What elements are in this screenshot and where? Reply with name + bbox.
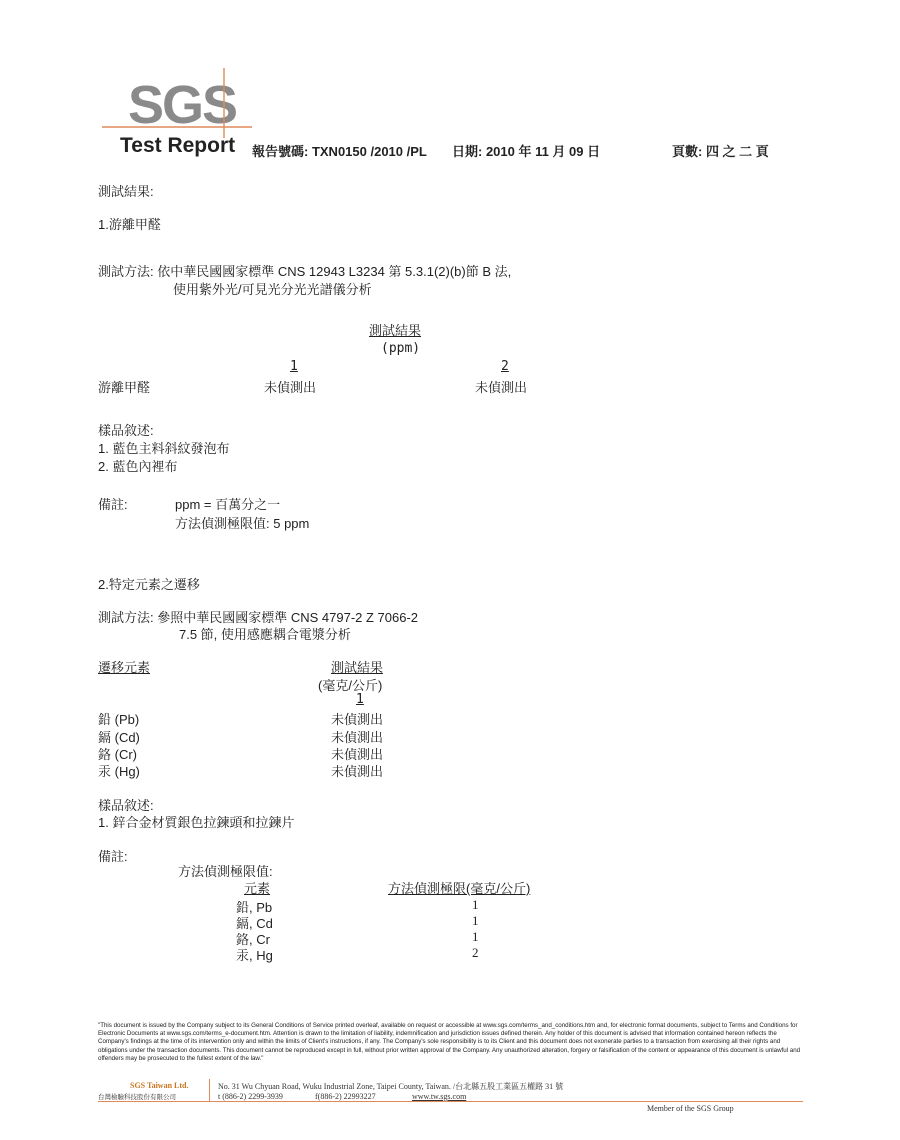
section2-sample-heading: 樣品敘述: (98, 798, 154, 813)
section1-value1: 未偵測出 (264, 380, 317, 395)
section1-remark2: 方法偵測極限值: 5 ppm (175, 516, 310, 531)
footer-company: SGS Taiwan Ltd. (130, 1081, 189, 1090)
sgs-logo (102, 68, 252, 138)
section2-row-element: 汞 (Hg) (98, 764, 140, 779)
section1-remarks-label: 備註: (98, 497, 128, 512)
limit-row-value: 1 (472, 913, 479, 928)
report-title: Test Report (120, 134, 236, 157)
section1-method-line1: 測試方法: 依中華民國國家標準 CNS 12943 L3234 第 5.3.1(2)(b)節 B 法, (98, 264, 512, 279)
footer-member: Member of the SGS Group (647, 1104, 734, 1113)
section2-row-element: 鉛 (Pb) (98, 712, 140, 727)
section2-row-value: 未偵測出 (331, 712, 384, 727)
section2-col1: 1 (356, 692, 364, 707)
section2-method-line1: 測試方法: 參照中華民國國家標準 CNS 4797-2 Z 7066-2 (98, 610, 419, 625)
limit-row-element: 鉛, Pb (236, 900, 273, 915)
section2-limit-col-element: 元素 (244, 881, 271, 896)
legal-disclaimer: "This document is issued by the Company subject to its General Conditions of Service printed overleaf, available on request or accessible at www.sgs.com/terms_and_conditions.htm and, for electronic format documents, subject to Terms and Conditions for Electronic Documents at www.sgs.com/terms_e-document.htm. Attention is drawn to the limitation of liability, indemnification and jurisdiction issues defined therein. Any holder of this document is advised that information contained hereon reflects the Company's findings at the time of its intervention only and within the limits of Client's instructions, if any. The Company's sole responsibility is to its Client and this document does not exonerate parties to a transaction from exercising all their rights and obligations under the transaction documents. This document cannot be reproduced except in full, without prior written approval of the Company. Any unauthorized alteration, forgery or falsification of the content or appearance of this document is unlawful and offenders may be prosecuted to the fullest extent of the law." (98, 1022, 801, 1062)
section1-row-label: 游離甲醛 (98, 380, 151, 395)
limit-row-element: 鎘, Cd (236, 916, 273, 931)
limit-row-value: 2 (472, 945, 479, 960)
section1-remark1: ppm = 百萬分之一 (175, 497, 281, 512)
section1-method-line2: 使用紫外光/可見光分光光譜儀分析 (173, 282, 372, 297)
page-count: 頁數: 四 之 二 頁 (672, 144, 769, 159)
section2-row-value: 未偵測出 (331, 730, 384, 745)
limit-row-element: 鉻, Cr (236, 932, 270, 947)
limit-row-element: 汞, Hg (236, 948, 273, 963)
report-date: 日期: 2010 年 11 月 09 日 (452, 144, 601, 159)
section1-sample-2: 2. 藍色內裡布 (98, 459, 178, 474)
footer-website-link[interactable]: www.tw.sgs.com (412, 1092, 467, 1101)
results-heading: 測試結果: (98, 184, 154, 199)
section1-sample-heading: 樣品敘述: (98, 423, 154, 438)
section2-limit-title: 方法偵測極限值: (178, 864, 273, 879)
footer-divider-vertical (209, 1079, 210, 1101)
section1-result-title: 測試結果 (369, 323, 422, 338)
limit-row-value: 1 (472, 897, 479, 912)
section2-method-line2: 7.5 節, 使用感應耦合電漿分析 (179, 627, 351, 642)
section1-sample-1: 1. 藍色主料斜紋發泡布 (98, 441, 230, 456)
section1-result-unit: (ppm) (381, 341, 421, 356)
limit-row-value: 1 (472, 929, 479, 944)
footer-address: No. 31 Wu Chyuan Road, Wuku Industrial Zone, Taipei County, Taiwan. /台北縣五股工業區五權路 31 號 (218, 1082, 564, 1091)
section2-row-value: 未偵測出 (331, 764, 384, 779)
sgs-logo-text: SGS (128, 75, 237, 135)
section2-remarks-label: 備註: (98, 849, 128, 864)
section2-row-element: 鉻 (Cr) (98, 747, 137, 762)
report-number: 報告號碼: TXN0150 /2010 /PL (252, 144, 427, 159)
section1-value2: 未偵測出 (475, 380, 528, 395)
section1-col1: 1 (290, 359, 298, 374)
section2-result-title: 測試結果 (331, 660, 384, 675)
section2-col-element: 遷移元素 (98, 660, 151, 675)
section1-col2: 2 (501, 359, 509, 374)
section2-limit-col-value: 方法偵測極限(毫克/公斤) (388, 881, 531, 896)
section1-heading: 1.游離甲醛 (98, 217, 161, 232)
footer-tel: t (886-2) 2299-3939 (218, 1092, 283, 1101)
section2-heading: 2.特定元素之遷移 (98, 577, 200, 592)
section2-row-value: 未偵測出 (331, 747, 384, 762)
footer-fax: f(886-2) 22993227 (315, 1092, 376, 1101)
section2-result-unit: (毫克/公斤) (318, 678, 383, 693)
footer-divider-horizontal (98, 1101, 803, 1102)
section2-row-element: 鎘 (Cd) (98, 730, 140, 745)
section2-sample: 1. 鋅合金材質銀色拉鍊頭和拉鍊片 (98, 815, 295, 830)
footer-company-cn: 台灣檢驗科技股份有限公司 (98, 1094, 176, 1101)
